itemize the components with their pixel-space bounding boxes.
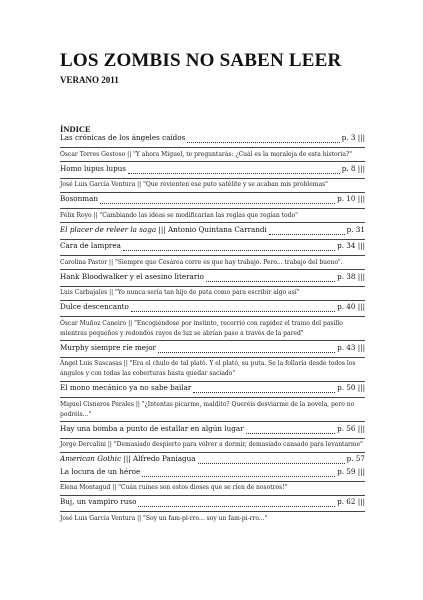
entry-author: Óscar Torres Gestoso || "Y ahora Miguel, te preguntarás: ¿Cuál es la moraleja de esta historia?" [60, 150, 352, 158]
index-heading: ÍNDICE [60, 124, 91, 134]
divider [60, 178, 365, 179]
entry-author-inline: ||| Alfredo Paniagua [123, 454, 196, 463]
divider [60, 192, 365, 193]
entry-author: Miguel Cisneros Perales || "¿Intentas picarme, maldito? Queréis desviarme de la novela, pero no podréis..." [60, 400, 355, 418]
entry-author: Carolina Pastor || "Siempre que Cesárea corre es que hay trabajo. Pero... trabajo del bueno". [60, 258, 343, 266]
table-of-contents [60, 133, 365, 524]
entry-author: Luis Carbajales || "Yo nunca sería tan hijo de puta como para escribir algo así" [60, 289, 300, 296]
entry-page: p. 34 ||| [337, 241, 365, 250]
divider [60, 300, 365, 301]
entry-page: p. 40 ||| [337, 302, 365, 311]
divider [60, 340, 365, 341]
entry-title: Buj, un vampiro ruso [60, 497, 137, 506]
toc-entry[interactable] [60, 383, 365, 396]
toc-entry[interactable] [60, 133, 365, 146]
entry-author: Félix Royo || "Cambiando las ideas se modificarían las reglas que regían todo" [60, 211, 298, 219]
entry-page: p. 57 [346, 454, 365, 463]
divider [60, 316, 365, 317]
entry-title: Hank Bloodwalker y el asesino literario [60, 271, 204, 281]
divider [60, 147, 365, 148]
entry-title: Homo lupus lupus [60, 163, 127, 173]
toc-entry[interactable] [60, 302, 365, 315]
divider [60, 161, 365, 162]
entry-page: p. 56 ||| [337, 423, 365, 433]
entry-page: p. 31 [346, 224, 365, 234]
divider [60, 255, 365, 256]
entry-author: José Luis García Ventura || "Que revienten ese puto satélite y se acaban mis problemas" [60, 181, 328, 188]
entry-author: Elena Montagud || "Cuán ruines son estos dioses que se ríen de nosotros!" [60, 484, 288, 491]
toc-entry[interactable] [60, 497, 365, 510]
divider [60, 208, 365, 209]
divider [60, 269, 365, 270]
divider [60, 286, 365, 287]
toc-entry[interactable] [60, 272, 365, 285]
entry-page: p. 10 ||| [337, 194, 365, 203]
toc-entry[interactable] [60, 454, 365, 467]
entry-author-inline: ||| Antonio Quintana Carrandi [158, 224, 267, 234]
toc-entry[interactable] [60, 467, 365, 480]
divider [60, 481, 365, 482]
magazine-title: LOS ZOMBIS NO SABEN LEER [60, 50, 342, 71]
entry-title: Murphy siempre ríe mejor [60, 342, 156, 352]
entry-page: p. 43 ||| [337, 342, 365, 352]
entry-title: Dulce descencanto [60, 302, 129, 311]
divider [60, 381, 365, 382]
entry-author: José Luis García Ventura || "Soy un fam-pi-rro... soy un fam-pi-rro..." [60, 514, 268, 522]
entry-author: Ángel Luis Suscasas || "Era el chulo de tal plató. Y el plató, su puta. Se la follaría desde todos los ángulos y con todas las coberturas hasta quedar saciado" [60, 360, 356, 377]
divider [60, 438, 365, 439]
entry-title: Cara de lamprea [60, 241, 121, 250]
entry-author: Óscar Muñoz Caneiro || "Encogiéndose por instinto, recorrió con rapidez el tramo del pasillo mientras pequeños y redondos rayos de luz se abrían paso a través de la pared" [60, 319, 343, 337]
toc-entry[interactable] [60, 343, 365, 356]
toc-entry[interactable] [60, 241, 365, 254]
divider [60, 421, 365, 422]
divider [60, 357, 365, 358]
entry-page: p. 8 ||| [341, 163, 365, 173]
entry-page: p. 3 ||| [341, 133, 365, 142]
entry-title: El mono mecánico ya no sabe bailar [60, 383, 192, 392]
entry-author: Jorge Dercalini || "Demasiado despierto para volver a dormir, demasiado cansado para levantarme" [60, 441, 363, 448]
divider [60, 397, 365, 398]
entry-page: p. 50 ||| [337, 383, 365, 392]
toc-entry[interactable] [60, 194, 365, 207]
toc-entry[interactable] [60, 225, 365, 238]
entry-title: Las crónicas de los ángeles caídos [60, 133, 186, 142]
toc-entry[interactable] [60, 424, 365, 437]
entry-title: El placer de releer la saga [60, 224, 157, 234]
entry-title: Hay una bomba a punto de estallar en algún lugar [60, 423, 244, 433]
toc-entry[interactable] [60, 164, 365, 177]
issue-label: VERANO 2011 [60, 75, 119, 85]
divider [60, 511, 365, 512]
divider [60, 222, 365, 223]
entry-page: p. 62 ||| [337, 497, 365, 506]
entry-title: Bosonman [60, 194, 98, 203]
entry-title: American Gothic [60, 454, 122, 463]
divider [60, 239, 365, 240]
divider [60, 495, 365, 496]
divider [60, 452, 365, 453]
entry-page: p. 59 ||| [337, 466, 365, 476]
entry-page: p. 38 ||| [337, 271, 365, 281]
entry-title: La locura de un héroe [60, 466, 141, 476]
